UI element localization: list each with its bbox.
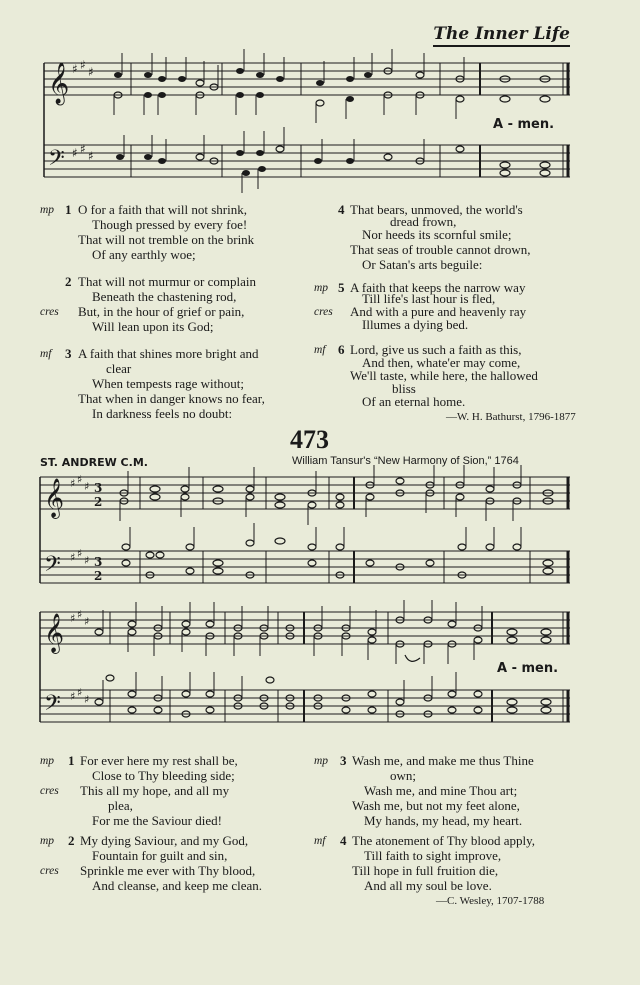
- verse: [312, 833, 592, 911]
- verse-line: Wash me, and mine Thou art;: [364, 783, 518, 798]
- svg-text:𝄞: 𝄞: [48, 63, 70, 104]
- verse-line: Though pressed by every foe!: [92, 217, 248, 232]
- verse-line: Illumes a dying bed.: [362, 317, 469, 332]
- verse-line: For ever here my rest shall be,: [80, 753, 238, 768]
- verse-line: That seas of trouble cannot drown,: [350, 242, 531, 257]
- verse-line: When tempests rage without;: [92, 376, 244, 391]
- dynamic-mark: mp: [314, 282, 329, 294]
- hymn-number: 473: [290, 425, 329, 454]
- svg-text:♯: ♯: [77, 686, 83, 699]
- verse-line: Nor heeds its scornful smile;: [362, 227, 512, 242]
- verse-line: Till hope in full fruition die,: [352, 863, 499, 878]
- verse-number: 4: [340, 833, 347, 848]
- verse-line: A faith that shines more bright and: [78, 346, 259, 361]
- verse-line: own;: [390, 768, 416, 783]
- dynamic-mark: cres: [40, 306, 59, 318]
- svg-text:♯: ♯: [80, 142, 86, 156]
- verse-number: 2: [68, 833, 75, 848]
- verse-line: Or Satan's arts beguile:: [362, 257, 483, 272]
- verse: [40, 753, 310, 831]
- verse-line: A faith that keeps the narrow way: [350, 280, 526, 295]
- verse-line: Fountain for guilt and sin,: [92, 848, 228, 863]
- verse-line: Beneath the chastening rod,: [92, 289, 237, 304]
- svg-text:♯: ♯: [88, 65, 94, 79]
- svg-text:♯: ♯: [84, 480, 90, 493]
- verse-line: My hands, my head, my heart.: [364, 813, 523, 828]
- verse-line: Sprinkle me ever with Thy blood,: [80, 863, 256, 878]
- svg-text:♯: ♯: [70, 551, 76, 564]
- verse-line: clear: [106, 361, 132, 376]
- verse-number: 1: [65, 202, 72, 217]
- top-verses-left: [40, 202, 310, 421]
- amen-label: A - men.: [493, 117, 555, 132]
- svg-text:𝄞: 𝄞: [44, 613, 65, 653]
- verse-line: The atonement of Thy blood apply,: [352, 833, 536, 848]
- verse-line: Of any earthly woe;: [92, 247, 196, 262]
- dynamic-mark: mf: [314, 344, 326, 356]
- verse-number: 5: [338, 280, 345, 295]
- verse-line: Till faith to sight improve,: [364, 848, 502, 863]
- verse: [312, 753, 592, 831]
- tune-name: ST. ANDREW C.M.: [40, 456, 148, 469]
- verse-line: Till life's last hour is fled,: [362, 291, 496, 306]
- verse-line: That will not murmur or complain: [78, 274, 256, 289]
- hymn-473-verses-right: [312, 753, 592, 911]
- svg-text:♯: ♯: [84, 554, 90, 567]
- verse-number: 2: [65, 274, 72, 289]
- dynamic-mark: cres: [314, 306, 333, 318]
- verse-line: In darkness feels no doubt:: [92, 406, 233, 421]
- author-credit: —W. H. Bathurst, 1796-1877: [446, 411, 576, 423]
- svg-text:♯: ♯: [84, 615, 90, 628]
- svg-text:♯: ♯: [80, 58, 86, 72]
- verse: [40, 346, 310, 421]
- verse: [40, 202, 310, 262]
- verse-line: Of an eternal home.: [362, 394, 466, 409]
- verse-line: That when in danger knows no fear,: [78, 391, 265, 406]
- dynamic-mark: mp: [40, 204, 55, 216]
- verse-line: Wash me, but not my feet alone,: [352, 798, 520, 813]
- svg-text:𝄢: 𝄢: [48, 146, 65, 176]
- svg-text:♯: ♯: [88, 149, 94, 163]
- svg-text:♯: ♯: [70, 477, 76, 490]
- verse-line: And with a pure and heavenly ray: [350, 304, 527, 319]
- svg-text:𝄢: 𝄢: [44, 691, 61, 721]
- verse-number: 3: [65, 346, 72, 361]
- verse: [312, 280, 592, 340]
- verse-number: 4: [338, 202, 345, 217]
- svg-text:𝄞: 𝄞: [44, 478, 65, 518]
- author-credit: —C. Wesley, 1707-1788: [436, 895, 545, 907]
- verse: [312, 202, 592, 277]
- svg-text:♯: ♯: [77, 608, 83, 621]
- verse: [312, 342, 592, 432]
- verse-line: And all my soul be love.: [364, 878, 492, 893]
- svg-text:♯: ♯: [72, 146, 78, 160]
- svg-text:♯: ♯: [70, 612, 76, 625]
- verse: [40, 833, 310, 893]
- svg-text:♯: ♯: [70, 690, 76, 703]
- dynamic-mark: mf: [40, 348, 52, 360]
- svg-text:♯: ♯: [84, 693, 90, 706]
- verse-line: Close to Thy bleeding side;: [92, 768, 235, 783]
- verse-line: And cleanse, and keep me clean.: [92, 878, 263, 893]
- verse-line: That bears, unmoved, the world's: [350, 202, 523, 217]
- hymn-473-verses-left: [40, 753, 310, 893]
- verse: [40, 274, 310, 334]
- verse-line: For me the Saviour died!: [92, 813, 222, 828]
- verse-line: plea,: [108, 798, 133, 813]
- verse-line: O for a faith that will not shrink,: [78, 202, 247, 217]
- svg-text:𝄢: 𝄢: [44, 552, 61, 582]
- dynamic-mark: mp: [40, 755, 55, 767]
- verse-line: This all my hope, and all my: [80, 783, 230, 798]
- verse-line: Lord, give us such a faith as this,: [350, 342, 522, 357]
- svg-text:3: 3: [94, 555, 103, 569]
- verse-line: But, in the hour of grief or pain,: [78, 304, 245, 319]
- dynamic-mark: mp: [314, 755, 329, 767]
- svg-text:♯: ♯: [77, 473, 83, 486]
- svg-text:3: 3: [94, 481, 103, 495]
- verse-line: My dying Saviour, and my God,: [80, 833, 249, 848]
- svg-text:2: 2: [94, 569, 103, 583]
- verse-number: 6: [338, 342, 345, 357]
- composer-credit: William Tansur's “New Harmony of Sion,” 1764: [292, 455, 519, 467]
- amen-label: A - men.: [497, 661, 559, 676]
- dynamic-mark: cres: [40, 865, 59, 877]
- verse-line: bliss: [392, 381, 416, 396]
- verse-line: Will lean upon its God;: [92, 319, 214, 334]
- svg-text:♯: ♯: [77, 547, 83, 560]
- dynamic-mark: mf: [314, 835, 326, 847]
- hymn-473-score-system-1: [0, 465, 640, 605]
- verse-line: That will not tremble on the brink: [78, 232, 255, 247]
- verse-number: 3: [340, 753, 347, 768]
- verse-line: And then, whate'er may come,: [362, 355, 521, 370]
- verse-line: Wash me, and make me thus Thine: [352, 753, 534, 768]
- dynamic-mark: mp: [40, 835, 55, 847]
- top-verses-right: [312, 202, 592, 432]
- section-title: The Inner Life: [433, 24, 570, 47]
- dynamic-mark: cres: [40, 785, 59, 797]
- verse-line: dread frown,: [390, 214, 457, 229]
- verse-line: We'll taste, while here, the hallowed: [350, 368, 538, 383]
- svg-text:♯: ♯: [72, 62, 78, 76]
- verse-number: 1: [68, 753, 75, 768]
- svg-text:2: 2: [94, 495, 103, 509]
